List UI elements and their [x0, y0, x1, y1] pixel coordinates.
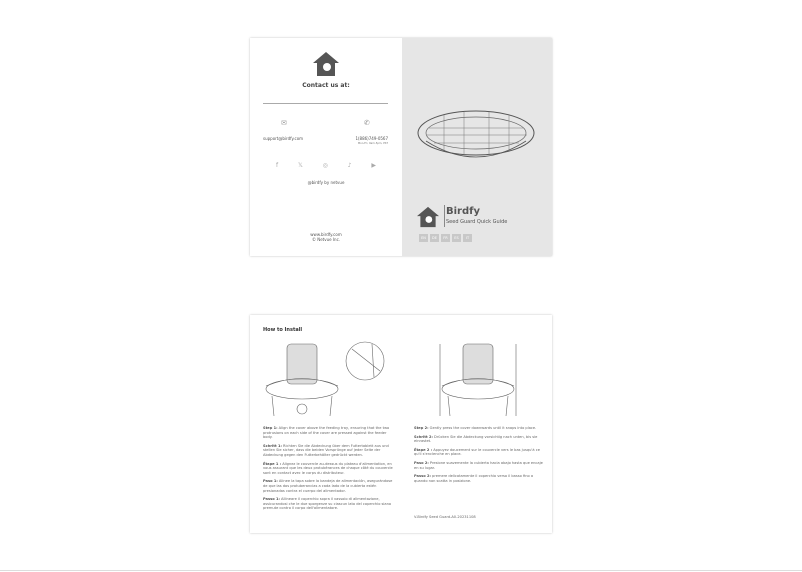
step-text: Paso 2: Presione suavemente la cubierta hacia abajo hasta que encaje en su lugar.	[414, 460, 543, 470]
phone-number: 1(886)749-0567	[355, 136, 388, 141]
language-tab-fr: FR	[441, 234, 450, 242]
step-text: Schritt 1: Richten Sie die Abdeckung über dem Futtertablett aus und stellen Sie sicher, dass die beiden Vorsprünge auf jeder Seite der Abdeckung gegen den Futterbehälter gedrückt werden.	[263, 443, 389, 457]
step-text: Étape 2 : Appuyez doucement sur le couvercle vers le bas jusqu'à ce qu'il s'enclenche en place.	[414, 447, 540, 457]
seed-guard-illustration	[414, 103, 539, 168]
mail-icon: ✉	[281, 119, 287, 127]
step2-illustration	[438, 341, 518, 421]
section-title: How to Install	[263, 327, 303, 333]
step2-instructions	[414, 426, 544, 487]
tiktok-icon[interactable]: ♪	[347, 162, 352, 169]
logo-divider	[444, 205, 445, 227]
birdfy-logo-icon	[415, 206, 441, 228]
facebook-icon[interactable]: f	[276, 162, 279, 169]
language-tab-en: EN	[419, 234, 428, 242]
step1-illustration	[262, 341, 388, 421]
divider	[263, 103, 388, 104]
page-bottom-rule	[0, 570, 802, 571]
contact-title: Contact us at:	[302, 82, 350, 89]
cover-sheet	[250, 38, 552, 256]
support-hours: Mon-Fri, 9am-5pm, PST	[357, 142, 388, 145]
guide-title: Seed Guard Quick Guide	[446, 219, 508, 225]
website-link[interactable]: www.birdfy.com	[310, 232, 342, 237]
instagram-icon[interactable]: ◎	[322, 162, 328, 169]
step1-instructions	[263, 426, 393, 515]
birdfy-logo-icon	[312, 51, 340, 77]
document-code: V-Birdfy Seed Guard-A0-20231108	[414, 515, 476, 519]
step-text: Étape 1 : Alignez le couvercle au-dessus du plateau d'alimentation, en vous assurant que les deux protubérances de chaque côté du couvercle sont en contact avec le corps du distributeur.	[263, 461, 393, 475]
language-tab-it: IT	[463, 234, 472, 242]
step-text: Step 2: Gently press the cover downwards until it snaps into place.	[414, 426, 537, 430]
front-panel	[402, 38, 552, 256]
step-text: Passo 1: Allineare il coperchio sopra il vassoio di alimentazione, assicurandosi che le due sporgenze su ciascun lato del coperchio siano premute contro il corpo dell'alimentatore.	[263, 497, 392, 511]
step-text: Schritt 2: Drücken Sie die Abdeckung vorsichtig nach unten, bis sie einrastet.	[414, 434, 538, 444]
email-link[interactable]: support@birdfy.com	[263, 136, 304, 141]
back-panel	[250, 38, 402, 256]
step-text: Paso 1: Alinee la tapa sobre la bandeja de alimentación, asegurándose de que las dos protuberancias a cada lado de la cubierta estén presionadas contra el cuerpo del alimentador.	[263, 479, 393, 493]
phone-icon: ✆	[364, 119, 370, 127]
step-text: Step 1: Align the cover above the feeding tray, ensuring that the two protrusions on each side of the cover are pressed against the feeder body.	[263, 426, 390, 440]
copyright: © Netvue Inc.	[311, 237, 341, 242]
social-handle: @birdfy by netvue	[307, 180, 345, 185]
instructions-sheet	[250, 315, 552, 533]
x-icon[interactable]: 𝕏	[297, 162, 303, 169]
language-tab-es: ES	[452, 234, 461, 242]
youtube-icon[interactable]: ▶	[371, 162, 376, 169]
brand-name: Birdfy	[446, 206, 481, 217]
step-text: Passo 2: premere delicatamente il coperchio verso il basso fino a quando non scatta in posizione.	[414, 474, 534, 483]
language-tab-de: DE	[430, 234, 439, 242]
